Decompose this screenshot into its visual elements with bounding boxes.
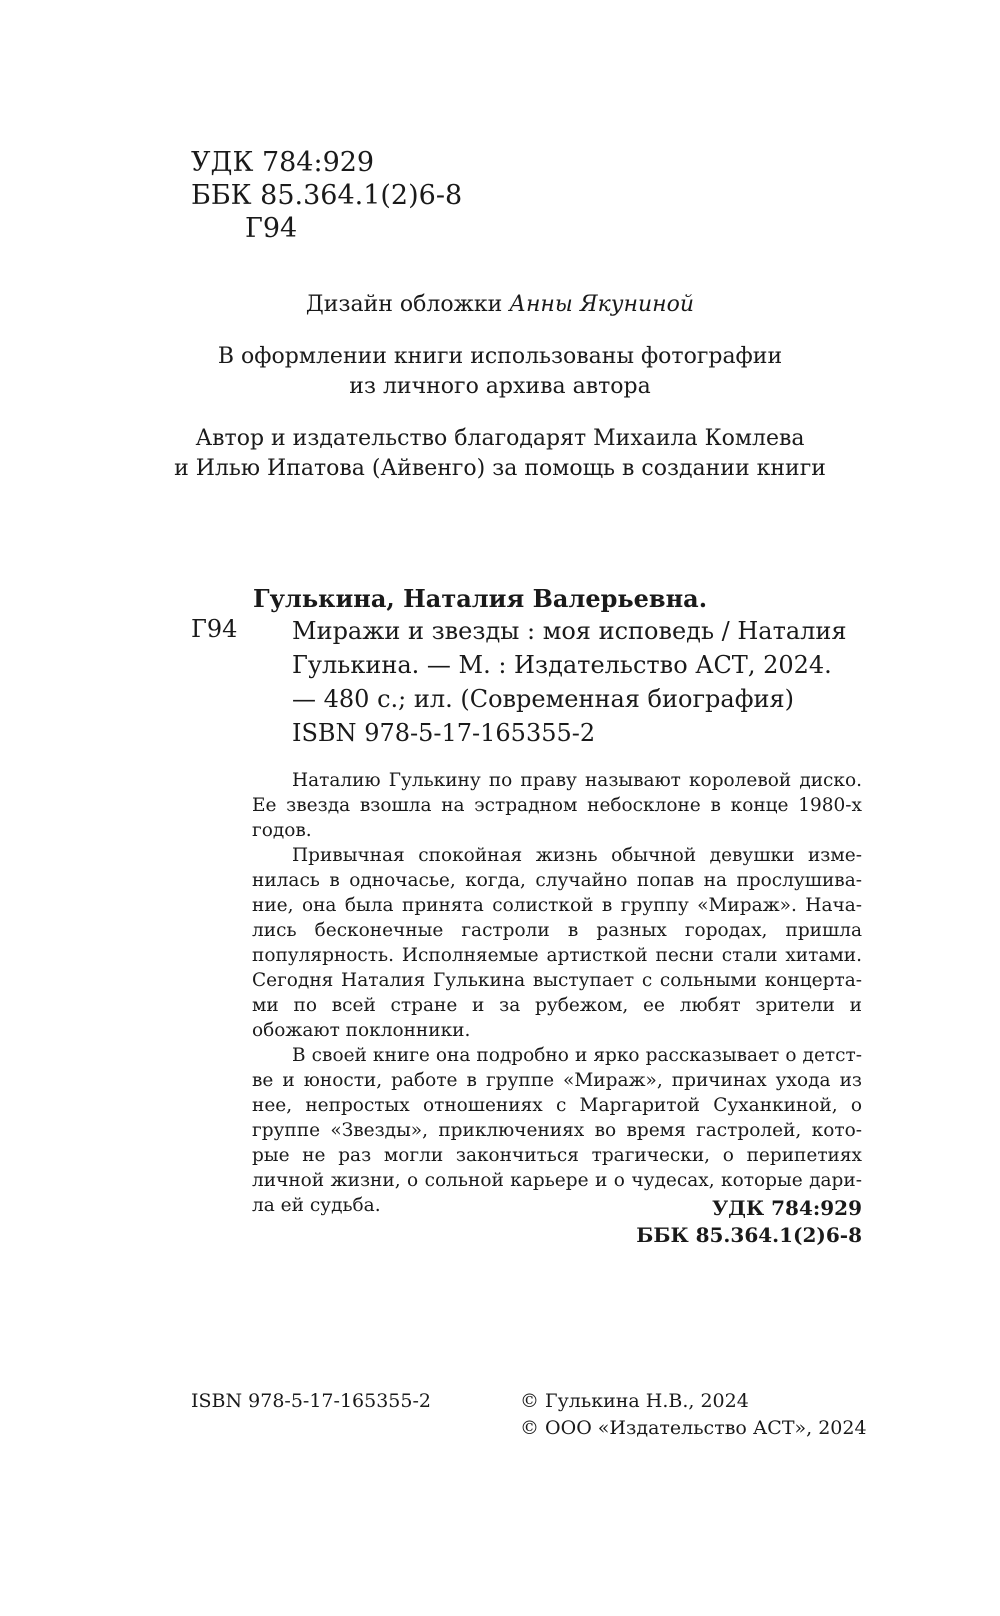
catalog-author-code: Г94 xyxy=(191,615,238,643)
copyright-author: © Гулькина Н.В., 2024 xyxy=(520,1390,749,1412)
thanks-line1: Автор и издательство благодарят Михаила Комлева xyxy=(195,426,805,451)
thanks-line2: и Илью Ипатова (Айвенго) за помощь в создании книги xyxy=(174,456,826,481)
photos-credit-line2: из личного архива автора xyxy=(349,374,651,399)
cover-design-prefix: Дизайн обложки xyxy=(305,292,503,317)
udk-top: УДК 784:929 xyxy=(191,147,375,178)
author-code-top: Г94 xyxy=(245,213,298,244)
annotation xyxy=(252,768,862,1218)
bbk-top: ББК 85.364.1(2)6-8 xyxy=(191,180,463,211)
photos-credit-line1: В оформлении книги использованы фотографии xyxy=(217,344,783,369)
catalog-codes xyxy=(600,1195,862,1249)
footer-isbn: ISBN 978-5-17-165355-2 xyxy=(191,1390,431,1412)
copyright-publisher: © ООО «Издательство АСТ», 2024 xyxy=(520,1417,867,1439)
annotation-paragraph: Привычная спокойная жизнь обычной девушки изменилась в одночасье, когда, случайно попав на прослушивание, она была принята солисткой в группу «Мираж». Начались бесконечные гастроли в разных городах, пришла популярность. Исполняемые артисткой песни стали хитами. Сегодня Наталия Гулькина выступает с сольными концертами по всей стране и за рубежом, ее любят зрители и обожают поклонники. xyxy=(252,845,862,1041)
catalog-udk: УДК 784:929 xyxy=(711,1196,862,1220)
bibliographic-description: Миражи и звезды : моя исповедь / Наталия Гулькина. — М. : Издательство АСТ, 2024. — 480 с.; ил. (Современная биография) xyxy=(292,617,847,713)
catalog-bbk: ББК 85.364.1(2)6-8 xyxy=(636,1223,862,1247)
cover-designer-name: Анны Якуниной xyxy=(509,292,695,317)
copyright-block xyxy=(520,1388,867,1442)
annotation-paragraph: Наталию Гулькину по праву называют королевой диско. Ее звезда взошла на эстрадном небосклоне в конце 1980-х годов. xyxy=(252,770,862,841)
cover-design-credit xyxy=(0,290,1000,320)
annotation-paragraph: В своей книге она подробно и ярко рассказывает о детстве и юности, работе в группе «Мираж», причинах ухода из нее, непростых отношениях с Маргаритой Суханкиной, о группе «Звезды», приключениях во время гастролей, которые не раз могли закончиться трагически, о перипетиях личной жизни, о сольной карьере и о чудесах, которые дарила ей судьба. xyxy=(252,1045,862,1216)
catalog-author-heading: Гулькина, Наталия Валерьевна. xyxy=(253,584,708,613)
catalog-isbn: ISBN 978-5-17-165355-2 xyxy=(292,719,596,747)
